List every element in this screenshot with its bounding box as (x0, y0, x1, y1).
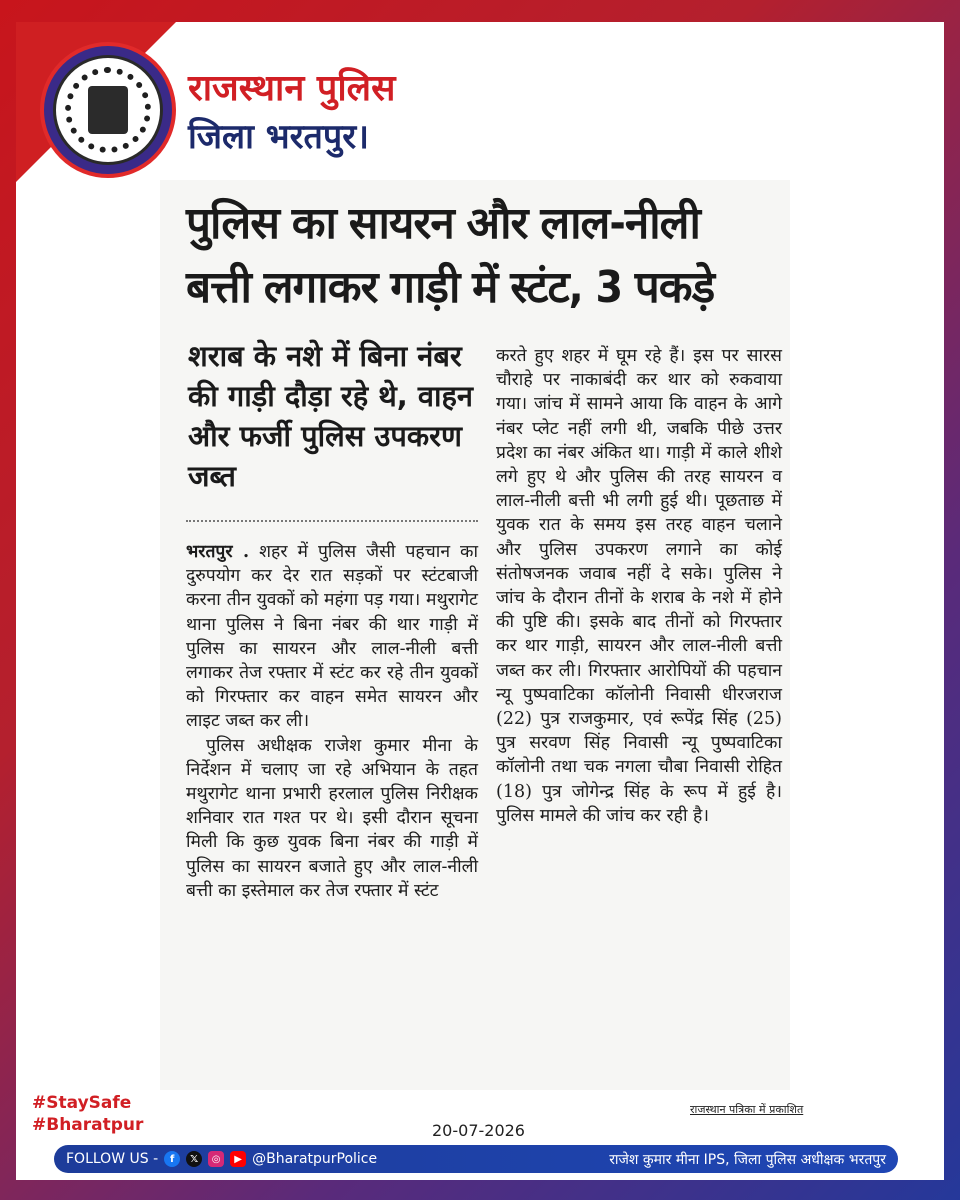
paragraph-2: पुलिस अधीक्षक राजेश कुमार मीना के निर्देशन में चलाए जा रहे अभियान के तहत मथुरागेट थाना प्रभारी हरलाल पुलिस निरीक्षक शनिवार रात गश्त पर थे। इसी दौरान सूचना मिली कि कुछ युवक बिना नंबर की गाड़ी में पुलिस का सायरन बजाते हुए और लाल-नीली बत्ती का इस्तेमाल कर तेज रफ्तार में स्टंट (186, 735, 478, 901)
dotted-divider (186, 520, 478, 522)
hashtag-bharatpur[interactable]: #Bharatpur (32, 1115, 144, 1135)
header-title: राजस्थान पुलिस (188, 68, 396, 109)
facebook-icon[interactable]: f (164, 1151, 180, 1167)
hashtag-staysafe[interactable]: #StaySafe (32, 1093, 132, 1113)
source-note: राजस्थान पत्रिका में प्रकाशित (690, 1103, 804, 1116)
follow-label: FOLLOW US - (66, 1151, 159, 1167)
article-column-2 (496, 344, 782, 828)
article-column-1 (186, 540, 478, 903)
post-date: 20-07-2026 (432, 1121, 525, 1140)
dateline: भरतपुर . (186, 542, 250, 562)
header-subtitle: जिला भरतपुर। (188, 117, 370, 157)
x-icon[interactable]: 𝕏 (186, 1151, 202, 1167)
paragraph-3: करते हुए शहर में घूम रहे हैं। इस पर सारस चौराहे पर नाकाबंदी कर थार को रुकवाया गया। जांच में सामने आया कि वाहन के आगे नंबर प्लेट नहीं लगी थी, जबकि पीछे उत्तर प्रदेश का नंबर अंकित था। गाड़ी में काले शीशे लगे हुए थे और पुलिस की तरह सायरन व लाल-नीली बत्ती भी लगी हुई थी। पूछताछ में युवक रात के समय इस तरह वाहन चलाने और पुलिस उपकरण लगाने का कोई संतोषजनक जवाब नहीं दे सके। पुलिस ने जांच के दौरान तीनों के शराब के नशे में होने की पुष्टि की। इसके बाद तीनों को गिरफ्तार कर थार गाड़ी, सायरन और लाल-नीली बत्ती जब्त कर ली। गिरफ्तार आरोपियों की पहचान न्यू पुष्पवाटिका कॉलोनी निवासी धीरजराज (22) पुत्र राजकुमार, एवं रूपेंद्र सिंह (25) पुत्र सरवण सिंह निवासी न्यू पुष्पवाटिका कॉलोनी तथा चक नगला चौबा निवासी रोहित (18) पुत्र जोगेन्द्र सिंह के रूप में हुई है। पुलिस मामले की जांच कर रही है। (496, 346, 782, 826)
rajasthan-police-emblem-icon (40, 42, 176, 178)
youtube-icon[interactable]: ▶ (230, 1151, 246, 1167)
headline-line-1: पुलिस का सायरन और लाल-नीली (186, 198, 700, 249)
instagram-icon[interactable]: ◎ (208, 1151, 224, 1167)
hashtags (32, 1092, 143, 1136)
footer-bar (54, 1145, 898, 1173)
headline-line-2: बत्ती लगाकर गाड़ी में स्टंट, 3 पकड़े (186, 262, 715, 313)
article-headline (186, 192, 776, 320)
paragraph-1-text: शहर में पुलिस जैसी पहचान का दुरुपयोग कर देर रात सड़कों पर स्टंटबाजी करना तीन युवकों को महंगा पड़ गया। मथुरागेट थाना पुलिस ने बिना नंबर की थार गाड़ी में पुलिस का सायरन और लाल-नीली बत्ती लगाकर तेज रफ्तार में स्टंट कर रहे तीन युवकों को गिरफ्तार कर वाहन समेत सायरन और लाइट जब्त कर ली। (186, 542, 478, 732)
article-subhead: शराब के नशे में बिना नंबर की गाड़ी दौड़ा रहे थे, वाहन और फर्जी पुलिस उपकरण जब्त (188, 339, 474, 493)
follow-us-group (66, 1151, 377, 1167)
social-handle[interactable]: @BharatpurPolice (252, 1151, 378, 1167)
officer-credit: राजेश कुमार मीना IPS, जिला पुलिस अधीक्षक भरतपुर (609, 1151, 886, 1168)
paragraph-1 (186, 540, 478, 734)
